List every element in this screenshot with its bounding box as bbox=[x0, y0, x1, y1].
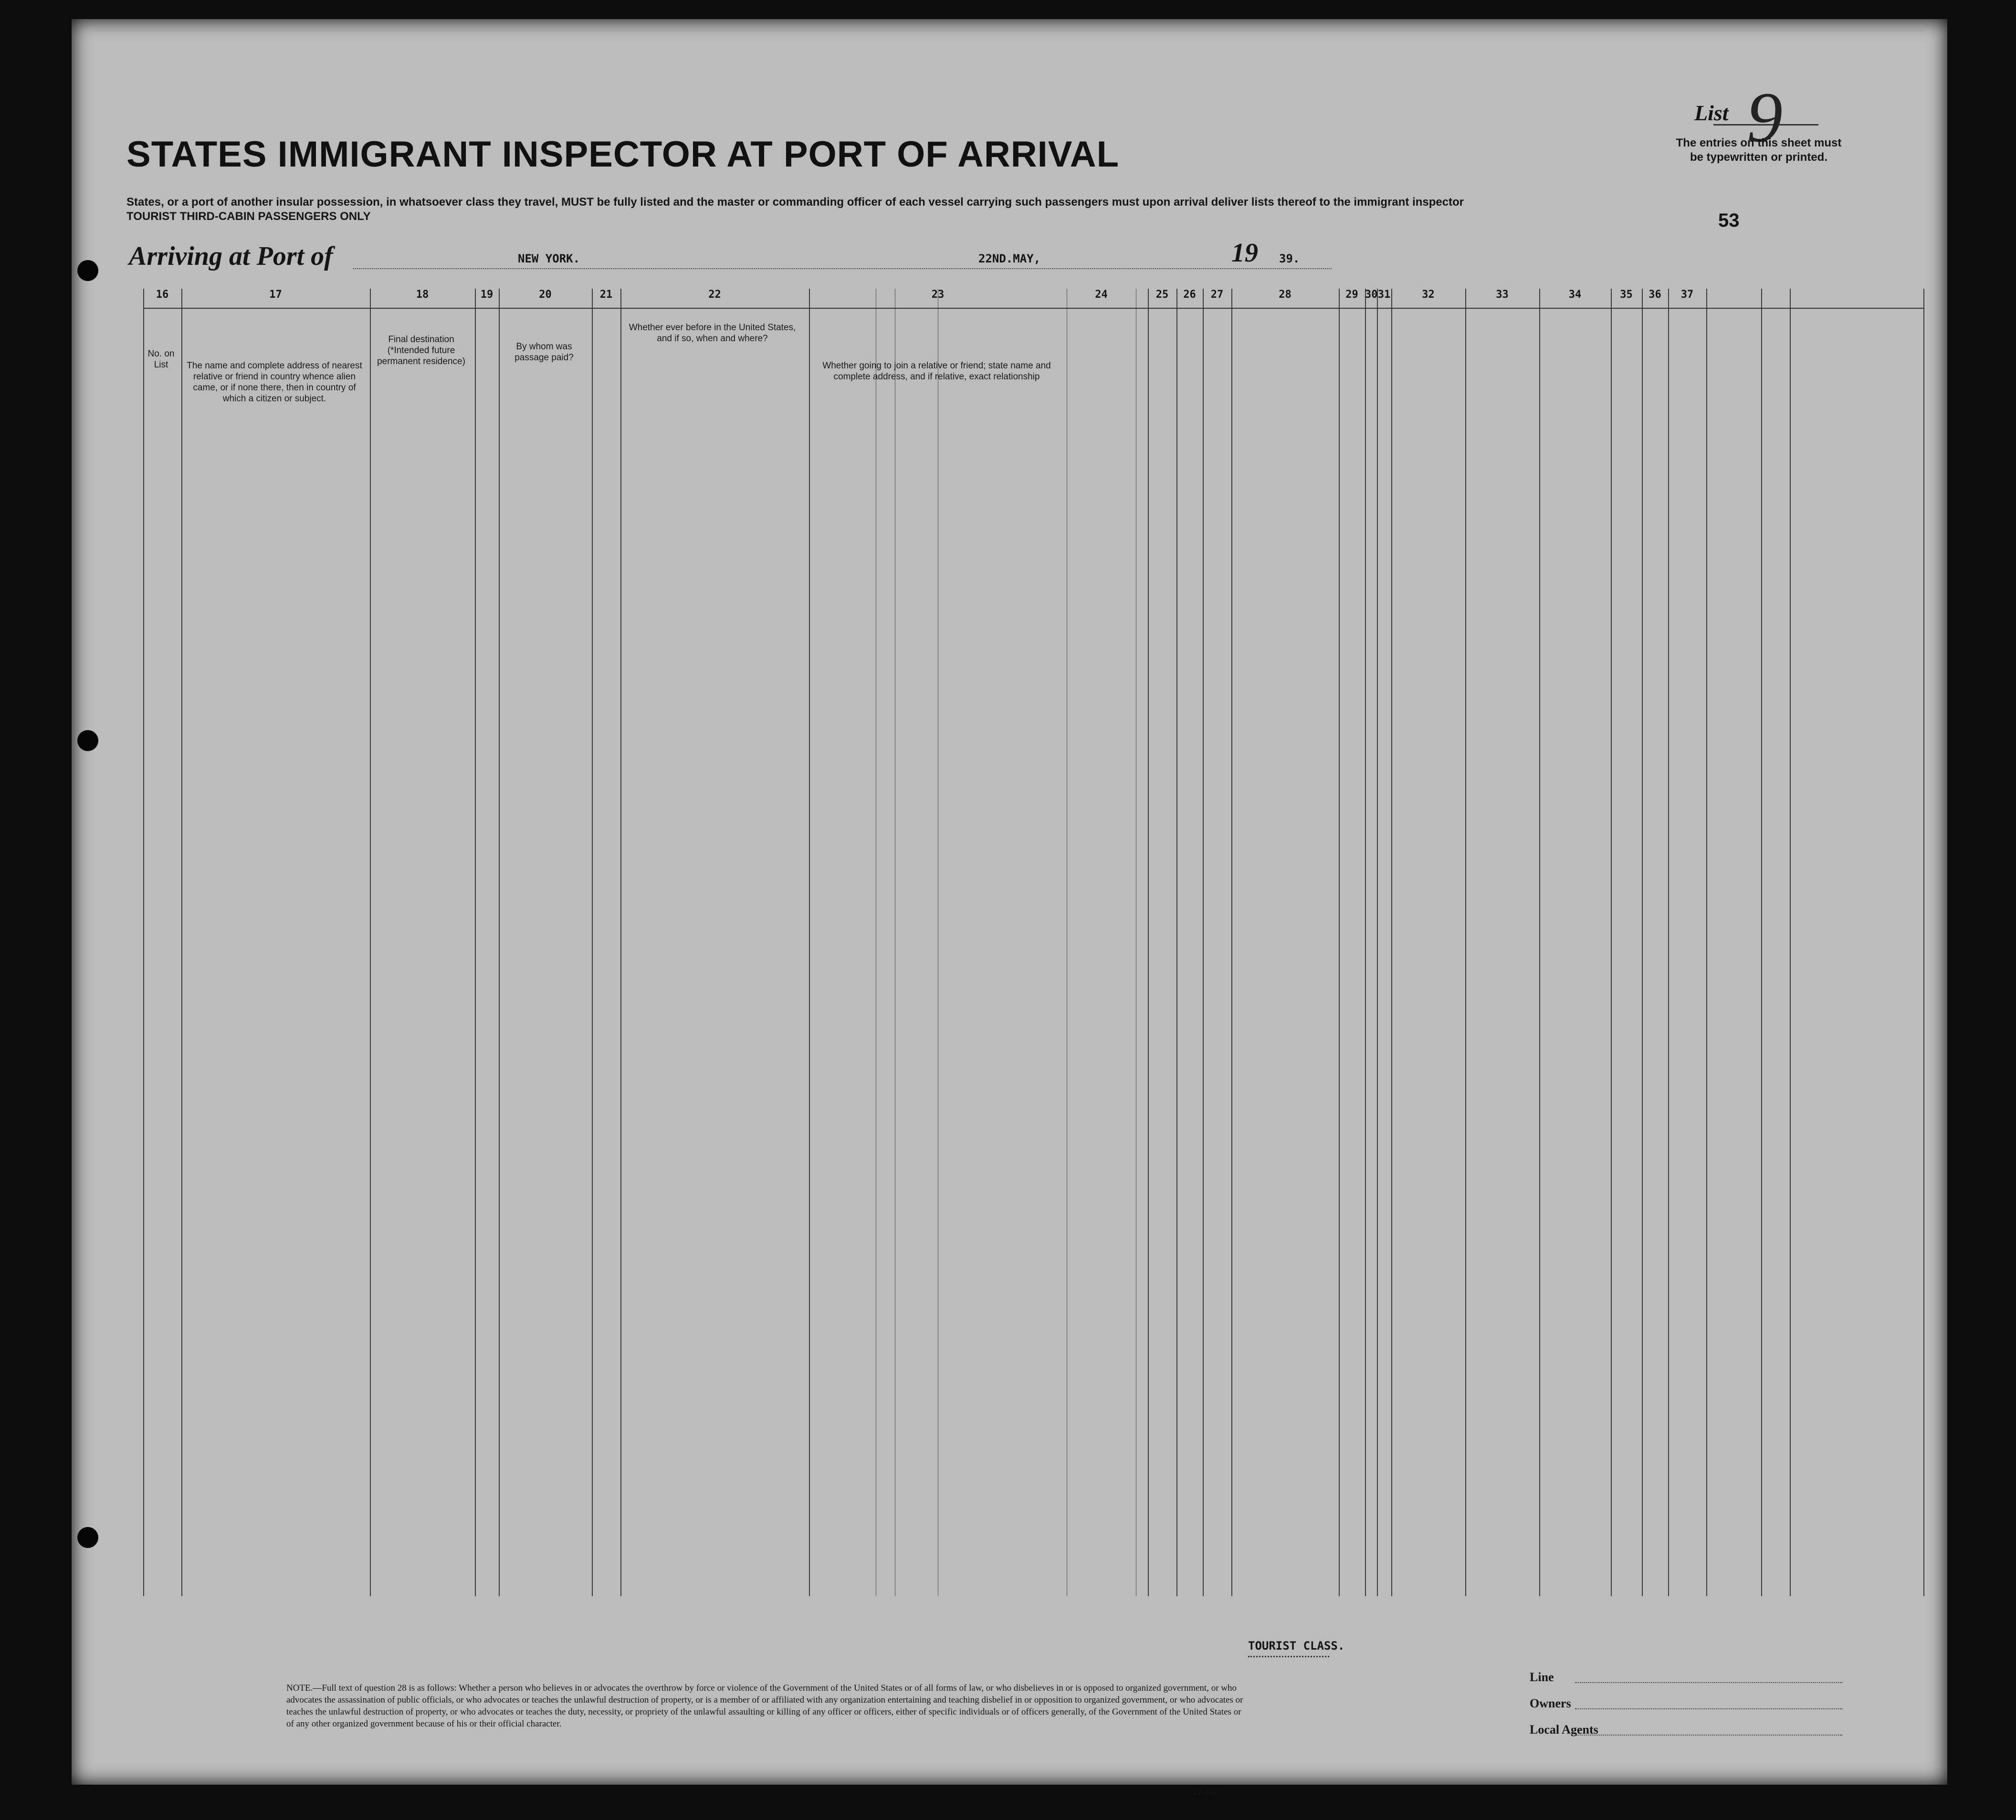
line-label: Line bbox=[1530, 1670, 1554, 1684]
column-header: Whether going to join a relative or friend; state name and complete address, and if relative, exact relationship bbox=[822, 361, 1051, 382]
column-header: By whom was passage paid? bbox=[514, 342, 574, 363]
footnote: NOTE.—Full text of question 28 is as follows: Whether a person who believes in or advocates the overthrow by force or violence of the Government of the United States or of all forms of law, or who disbelieves in or is opposed to organized government, or who advocates the assassination of public officials, or who advocates or teaches the unlawful destruction of property, or is a member of or affiliated with any organization entertaining and teaching disbelief in or opposition to organized government, or who advocates or teaches the unlawful destruction of property, or who advocates or teaches the duty, necessity, or propriety of the unlawful assaulting or killing of any officer or officers, either of specific individuals or of officers generally, of the Government of the United States or of any other organized government because of his or their official character. bbox=[286, 1683, 1243, 1729]
column-divider bbox=[1365, 289, 1366, 1596]
tourist-class-underline bbox=[1248, 1656, 1329, 1657]
column-number: 20 bbox=[539, 289, 552, 301]
column-number: 35 bbox=[1620, 289, 1633, 301]
header-rule bbox=[143, 308, 1923, 309]
column-number: 19 bbox=[480, 289, 494, 301]
form-number: 14—430 bbox=[1193, 1789, 1218, 1797]
column-divider bbox=[1706, 289, 1707, 1596]
column-divider bbox=[370, 289, 371, 1596]
column-number: 16 bbox=[156, 289, 169, 301]
line-signature-line bbox=[1575, 1682, 1842, 1683]
arrival-year-prefix: 19 bbox=[1231, 238, 1258, 268]
arriving-underline bbox=[353, 268, 1332, 269]
column-header: Final destination (*Intended future permanent residence) bbox=[377, 335, 465, 366]
column-number: 34 bbox=[1568, 289, 1582, 301]
column-header: No. on List bbox=[147, 349, 175, 370]
tourist-class-label: TOURIST CLASS. bbox=[1248, 1639, 1345, 1653]
list-label: List bbox=[1694, 101, 1729, 125]
column-number: 26 bbox=[1183, 289, 1196, 301]
owners-signature-line bbox=[1575, 1708, 1842, 1709]
column-divider bbox=[1761, 289, 1762, 1596]
document-title: STATES IMMIGRANT INSPECTOR AT PORT OF ARRIVAL bbox=[126, 134, 1120, 175]
column-divider bbox=[1391, 289, 1392, 1596]
binding-hole bbox=[77, 1527, 98, 1548]
arrival-year-suffix: 39. bbox=[1279, 252, 1300, 265]
column-divider bbox=[1148, 289, 1149, 1596]
arrival-port: NEW YORK. bbox=[518, 252, 580, 265]
column-divider bbox=[143, 289, 144, 1596]
column-number: 21 bbox=[599, 289, 613, 301]
column-number: 24 bbox=[1095, 289, 1108, 301]
column-divider bbox=[499, 289, 500, 1596]
column-number: 31 bbox=[1377, 289, 1391, 301]
column-divider bbox=[1923, 289, 1924, 1596]
column-divider bbox=[1611, 289, 1612, 1596]
column-divider bbox=[809, 289, 810, 1596]
column-number: 23 bbox=[931, 289, 945, 301]
column-divider bbox=[1231, 289, 1232, 1596]
agents-signature-line bbox=[1575, 1735, 1842, 1736]
column-divider bbox=[1790, 289, 1791, 1596]
instruction-text: States, or a port of another insular possession, in whatsoever class they travel, MUST be fully listed and the master or commanding officer of each vessel carrying such passengers must upon arrival deliver lists thereof to the immigrant inspector bbox=[126, 196, 1464, 209]
list-number: 9 bbox=[1747, 78, 1783, 157]
column-divider bbox=[1176, 289, 1177, 1596]
column-divider bbox=[1377, 289, 1378, 1596]
arriving-label: Arriving at Port of bbox=[129, 241, 333, 271]
column-number: 27 bbox=[1210, 289, 1224, 301]
arrival-date: 22ND.MAY, bbox=[978, 252, 1041, 265]
column-number: 29 bbox=[1345, 289, 1358, 301]
column-divider bbox=[1339, 289, 1340, 1596]
column-number: 18 bbox=[416, 289, 429, 301]
passenger-table bbox=[143, 289, 1923, 1737]
column-divider bbox=[1539, 289, 1540, 1596]
column-number: 30 bbox=[1365, 289, 1378, 301]
column-number: 32 bbox=[1422, 289, 1435, 301]
column-divider bbox=[1465, 289, 1466, 1596]
binding-hole bbox=[77, 260, 98, 281]
column-divider bbox=[1203, 289, 1204, 1596]
column-number: 37 bbox=[1680, 289, 1694, 301]
page-number: 53 bbox=[1718, 210, 1740, 231]
column-header: Whether ever before in the United States, and if so, when and where? bbox=[629, 323, 796, 344]
column-number: 17 bbox=[269, 289, 282, 301]
column-number: 25 bbox=[1155, 289, 1169, 301]
manifest-sheet bbox=[72, 19, 1947, 1797]
column-divider bbox=[1668, 289, 1669, 1596]
entries-note: The entries on this sheet must be typewritten or printed. bbox=[1676, 136, 1842, 164]
column-divider bbox=[592, 289, 593, 1596]
binding-hole bbox=[77, 730, 98, 751]
column-divider bbox=[181, 289, 182, 1596]
column-divider bbox=[475, 289, 476, 1596]
passenger-class-note: TOURIST THIRD-CABIN PASSENGERS ONLY bbox=[126, 210, 371, 223]
column-header: The name and complete address of nearest relative or friend in country whence alien came, or if none there, then in country of which a citizen or subject. bbox=[187, 361, 362, 404]
owners-label: Owners bbox=[1530, 1696, 1571, 1710]
column-number: 36 bbox=[1648, 289, 1661, 301]
column-number: 28 bbox=[1279, 289, 1292, 301]
column-number: 22 bbox=[708, 289, 721, 301]
column-divider bbox=[620, 289, 621, 1596]
local-agents-label: Local Agents bbox=[1530, 1723, 1598, 1736]
column-number: 33 bbox=[1496, 289, 1509, 301]
column-divider bbox=[1642, 289, 1643, 1596]
